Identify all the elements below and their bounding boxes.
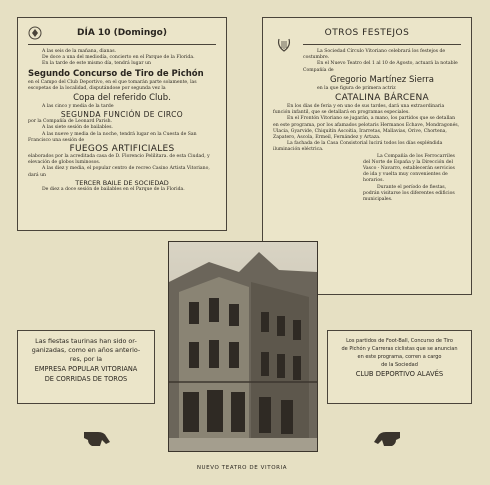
heading-circo: SEGUNDA FUNCIÓN DE CIRCO [60,110,184,120]
bl-line-1: Las fiestas taurinas han sido or- [35,337,137,345]
text-p2: En el Nuevo Teatro del 1 al 10 de Agosto, actuará la notable Compañía de [303,61,458,73]
text-p11: De diez a doce sesión de bailables en el Parque de la Florida. [42,186,185,192]
text-p9: elaborados por la acreditada casa de D. Florencio Pelilitara. de esta Ciudad, y elevación de globos luminosos. [28,154,210,166]
text-p1: La Sociedad Círculo Vitoriano celebrará los festejos de costumbre. [303,49,446,61]
text-p7: A las siete sesión de bailables. [42,125,113,131]
heading-martinez-sierra: Gregorio Martínez Sierra [329,74,435,85]
text-p4: en el Campo del Club Deportivo, en el que tomarán parte solamente, las escopetas de la localidad, disputándose por segunda vez la [28,79,197,91]
text-p6: por la Compañía de Leonard Parish. [28,119,112,125]
bl-line-4: EMPRESA POPULAR VITORIANA [34,365,138,373]
br-line-2: de Pichón y Carreras ciclistas que se anuncian [341,346,458,352]
bottom-right-box [327,330,472,404]
ornament-icon [26,24,44,42]
heading-barcena: CATALINA BÁRCENA [335,93,429,104]
text-p5: A las cinco y media de la tarde [42,104,114,110]
heading-fuegos: FUEGOS ARTIFICIALES [69,144,175,155]
bl-line-2: ganizadas, como en años anterio- [31,346,141,354]
theatre-photo [168,241,318,452]
text-p8: A las nueve y media de la noche, tendrá lugar en la Cuesta de San Francisco una sesión de [28,131,197,143]
text-p7: La Compañía de los Ferrocarriles del Norte de España y la Dirección del Vasco - Navarro, establecerán servicios de ida y vuelta muy convenientes de horarios. [363,153,455,184]
br-line-4: de la Sociedad [381,362,418,368]
text-p3: en la que figura de primera actriz [317,85,396,91]
pointing-hand-icon [82,428,112,448]
text-p1: A las seis de la mañana, dianas. [42,49,117,54]
bl-line-5: DE CORRIDAS DE TOROS [44,375,128,383]
br-line-3: en este programa, corren a cargo [357,354,442,360]
text-p5: En el Frontón Vitoriano se jugarán, a mano, los partidos que se detallan en este programa, por los afamados pelotaris Hermanos Echave, Mondragonés, Ulacia, Gyarvide, Chiquitín Ascoitia, Irarretas, Mallavias, Orive, Chortena, Zapatero, Ascola, Ermeil, Fernández y Artaza. [273,116,460,141]
heading-copa: Copa del referido Club. [73,93,171,104]
heading-baile: TERCER BAILE DE SOCIEDAD [75,178,169,187]
building-image [169,242,317,451]
lyre-icon [275,36,293,54]
left-title: DÍA 10 (Domingo) [77,28,167,38]
divider [28,44,216,45]
text-p3: En la tarde de este mismo día, tendrá lugar un [42,61,151,67]
br-line-1: Los partidos de Foot-Ball, Concurso de Tiro [346,338,453,344]
right-title: OTROS FESTEJOS [324,28,410,38]
divider [303,44,461,45]
text-p6: La fachada de la Casa Consistorial lucirá todos los días espléndida iluminación eléctrica. [273,141,443,153]
left-column [17,17,227,231]
pointing-hand-icon [372,428,402,448]
bl-line-3: res, por la [69,355,103,363]
heading-tiro-pichon: Segundo Concurso de Tiro de Pichón [28,68,204,79]
text-p8: Durante el período de fiestas, podrán visitarse los diferentes edificios municipales. [363,184,455,203]
text-p10: A las diez y media, el popular centro de recreo Casino Artista Vitoriano, dará un [28,166,210,178]
photo-caption: NUEVO TEATRO DE VITORIA [196,465,288,471]
text-p2: De doce a una del mediodía, concierto en el Parque de la Florida. [42,55,195,61]
text-p4: En los días de feria y en uno de sus tardes, dará una extraordinaria función infantil, que se detallará en programas especiales. [273,104,445,116]
bottom-left-box [17,330,155,404]
br-line-5: CLUB DEPORTIVO ALAVÉS [355,370,444,378]
